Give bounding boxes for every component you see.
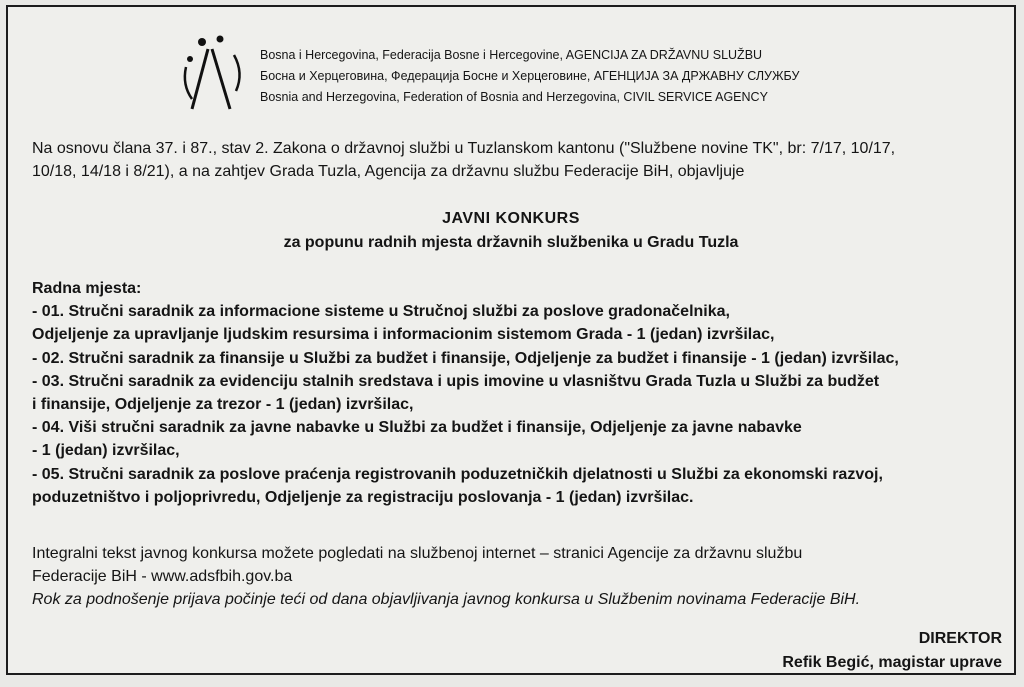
title-block (8, 207, 1014, 255)
list-item: poduzetništvo i poljoprivredu, Odjeljenje za registraciju poslovanja - 1 (jedan) izvršilac. (32, 488, 694, 506)
positions-list (32, 277, 1007, 509)
agency-name-cyrillic: Босна и Херцеговина, Федерација Босне и Херцеговине, АГЕНЦИЈА ЗА ДРЖАВНУ СЛУЖБУ (260, 69, 800, 83)
agency-header (178, 29, 938, 119)
signature-name: Refik Begić, magistar uprave (782, 654, 1002, 671)
agency-name-english: Bosnia and Herzegovina, Federation of Bosnia and Herzegovina, CIVIL SERVICE AGENCY (260, 90, 768, 104)
agency-name-latin: Bosna i Hercegovina, Federacija Bosne i Hercegovine, AGENCIJA ZA DRŽAVNU SLUŽBU (260, 48, 763, 62)
list-item: - 05. Stručni saradnik za poslove praćenja registrovanih poduzetničkih djelatnosti u Službi za ekonomski razvoj, (32, 465, 883, 483)
agency-name-lines (260, 45, 799, 108)
footer-line: Integralni tekst javnog konkursa možete pogledati na službenoj internet – stranici Agencije za državnu službu (32, 545, 803, 562)
list-item: - 02. Stručni saradnik za finansije u Službi za budžet i finansije, Odjeljenje za budžet i finansije - 1 (jedan) izvršilac, (32, 349, 899, 367)
page-subtitle: za popunu radnih mjesta državnih službenika u Gradu Tuzla (283, 234, 739, 251)
signature-block (782, 627, 1002, 675)
list-item: - 01. Stručni saradnik za informacione sisteme u Stručnoj službi za poslove gradonačelnika, (32, 303, 730, 321)
intro-paragraph (32, 137, 1007, 183)
intro-line: Na osnovu člana 37. i 87., stav 2. Zakona o državnoj službi u Tuzlanskom kantonu ("Službene novine TK", br: 7/17, 10/17, (32, 140, 896, 157)
page-title: JAVNI KONKURS (442, 210, 580, 227)
list-item: - 03. Stručni saradnik za evidenciju stalnih sredstava i upis imovine u vlasništvu Grada Tuzla u Službi za budžet (32, 372, 880, 390)
intro-line: 10/18, 14/18 i 8/21), a na zahtjev Grada Tuzla, Agencija za državnu službu Federacije BiH, objavljuje (32, 163, 745, 180)
positions-heading: Radna mjesta: (32, 280, 142, 297)
list-item: i finansije, Odjeljenje za trezor - 1 (jedan) izvršilac, (32, 396, 414, 414)
footer-line: Federacije BiH - www.adsfbih.gov.ba (32, 568, 293, 585)
list-item: - 04. Viši stručni saradnik za javne nabavke u Službi za budžet i finansije, Odjeljenje za javne nabavke (32, 419, 802, 437)
footer-notes (32, 542, 1007, 611)
announcement-page (6, 5, 1016, 675)
list-item: - 1 (jedan) izvršilac, (32, 442, 180, 460)
agency-logo (178, 33, 248, 113)
deadline-note: Rok za podnošenje prijava počinje teći od dana objavljivanja javnog konkursa u Službenim novinama Federacije BiH. (32, 591, 861, 608)
signature-role: DIREKTOR (918, 630, 1002, 647)
list-item: Odjeljenje za upravljanje ljudskim resursima i informacionim sistemom Grada - 1 (jedan) izvršilac, (32, 326, 775, 344)
